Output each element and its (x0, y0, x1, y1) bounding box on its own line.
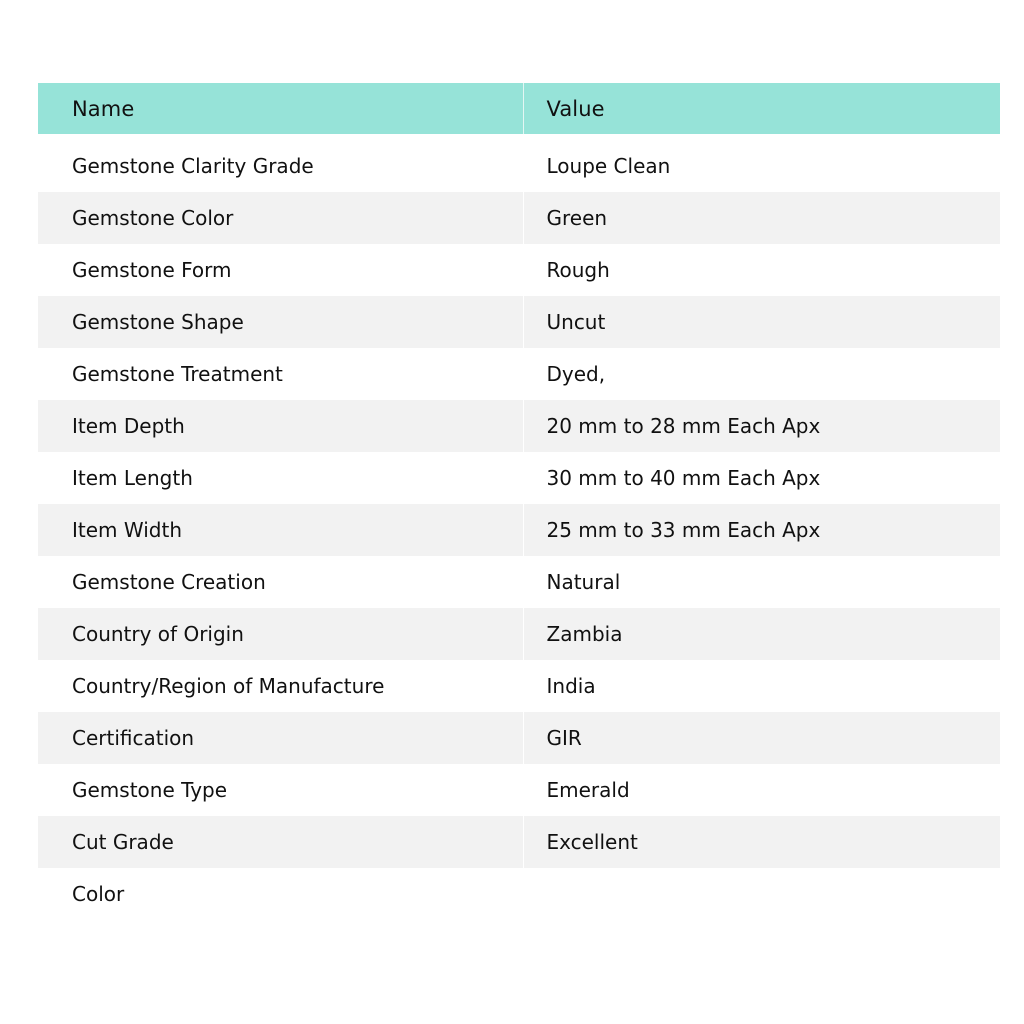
table-row (38, 296, 1000, 348)
spec-value-cell: Uncut (523, 296, 1000, 348)
table-row (38, 556, 1000, 608)
spec-name-cell: Country of Origin (38, 608, 523, 660)
spec-name-cell: Cut Grade (38, 816, 523, 868)
table-row (38, 348, 1000, 400)
spec-value-cell: 25 mm to 33 mm Each Apx (523, 504, 1000, 556)
header-row (38, 83, 1000, 134)
spec-value-cell: Green (523, 192, 1000, 244)
spec-name-cell: Item Width (38, 504, 523, 556)
table-row (38, 400, 1000, 452)
spec-name-cell: Color (38, 868, 523, 920)
spec-name-cell: Gemstone Creation (38, 556, 523, 608)
spec-name-cell: Gemstone Clarity Grade (38, 140, 523, 192)
table-row (38, 504, 1000, 556)
spec-value-cell: 20 mm to 28 mm Each Apx (523, 400, 1000, 452)
spec-value-cell: Rough (523, 244, 1000, 296)
table-header (38, 83, 1000, 134)
spec-value-cell: Dyed, (523, 348, 1000, 400)
spec-value-cell: Natural (523, 556, 1000, 608)
spec-name-cell: Gemstone Shape (38, 296, 523, 348)
table-row (38, 712, 1000, 764)
spec-value-cell: Emerald (523, 764, 1000, 816)
spec-name-cell: Gemstone Treatment (38, 348, 523, 400)
spec-value-cell: GIR (523, 712, 1000, 764)
value-column-header: Value (523, 83, 1000, 134)
table-body (38, 134, 1000, 920)
spec-name-cell: Certification (38, 712, 523, 764)
spec-value-cell: Zambia (523, 608, 1000, 660)
spec-name-cell: Gemstone Type (38, 764, 523, 816)
table-row (38, 452, 1000, 504)
spec-name-cell: Item Length (38, 452, 523, 504)
spec-value-cell (523, 868, 1000, 920)
spec-name-cell: Item Depth (38, 400, 523, 452)
spec-value-cell: India (523, 660, 1000, 712)
table-row (38, 868, 1000, 920)
table-row (38, 244, 1000, 296)
spec-name-cell: Gemstone Form (38, 244, 523, 296)
table-row (38, 608, 1000, 660)
item-specifics-table (38, 83, 1000, 920)
spec-value-cell: Loupe Clean (523, 140, 1000, 192)
spec-name-cell: Country/Region of Manufacture (38, 660, 523, 712)
table-row (38, 140, 1000, 192)
name-column-header: Name (38, 83, 523, 134)
spec-value-cell: Excellent (523, 816, 1000, 868)
table-row (38, 192, 1000, 244)
table-row (38, 764, 1000, 816)
table-row (38, 816, 1000, 868)
spec-value-cell: 30 mm to 40 mm Each Apx (523, 452, 1000, 504)
table-row (38, 660, 1000, 712)
spec-name-cell: Gemstone Color (38, 192, 523, 244)
